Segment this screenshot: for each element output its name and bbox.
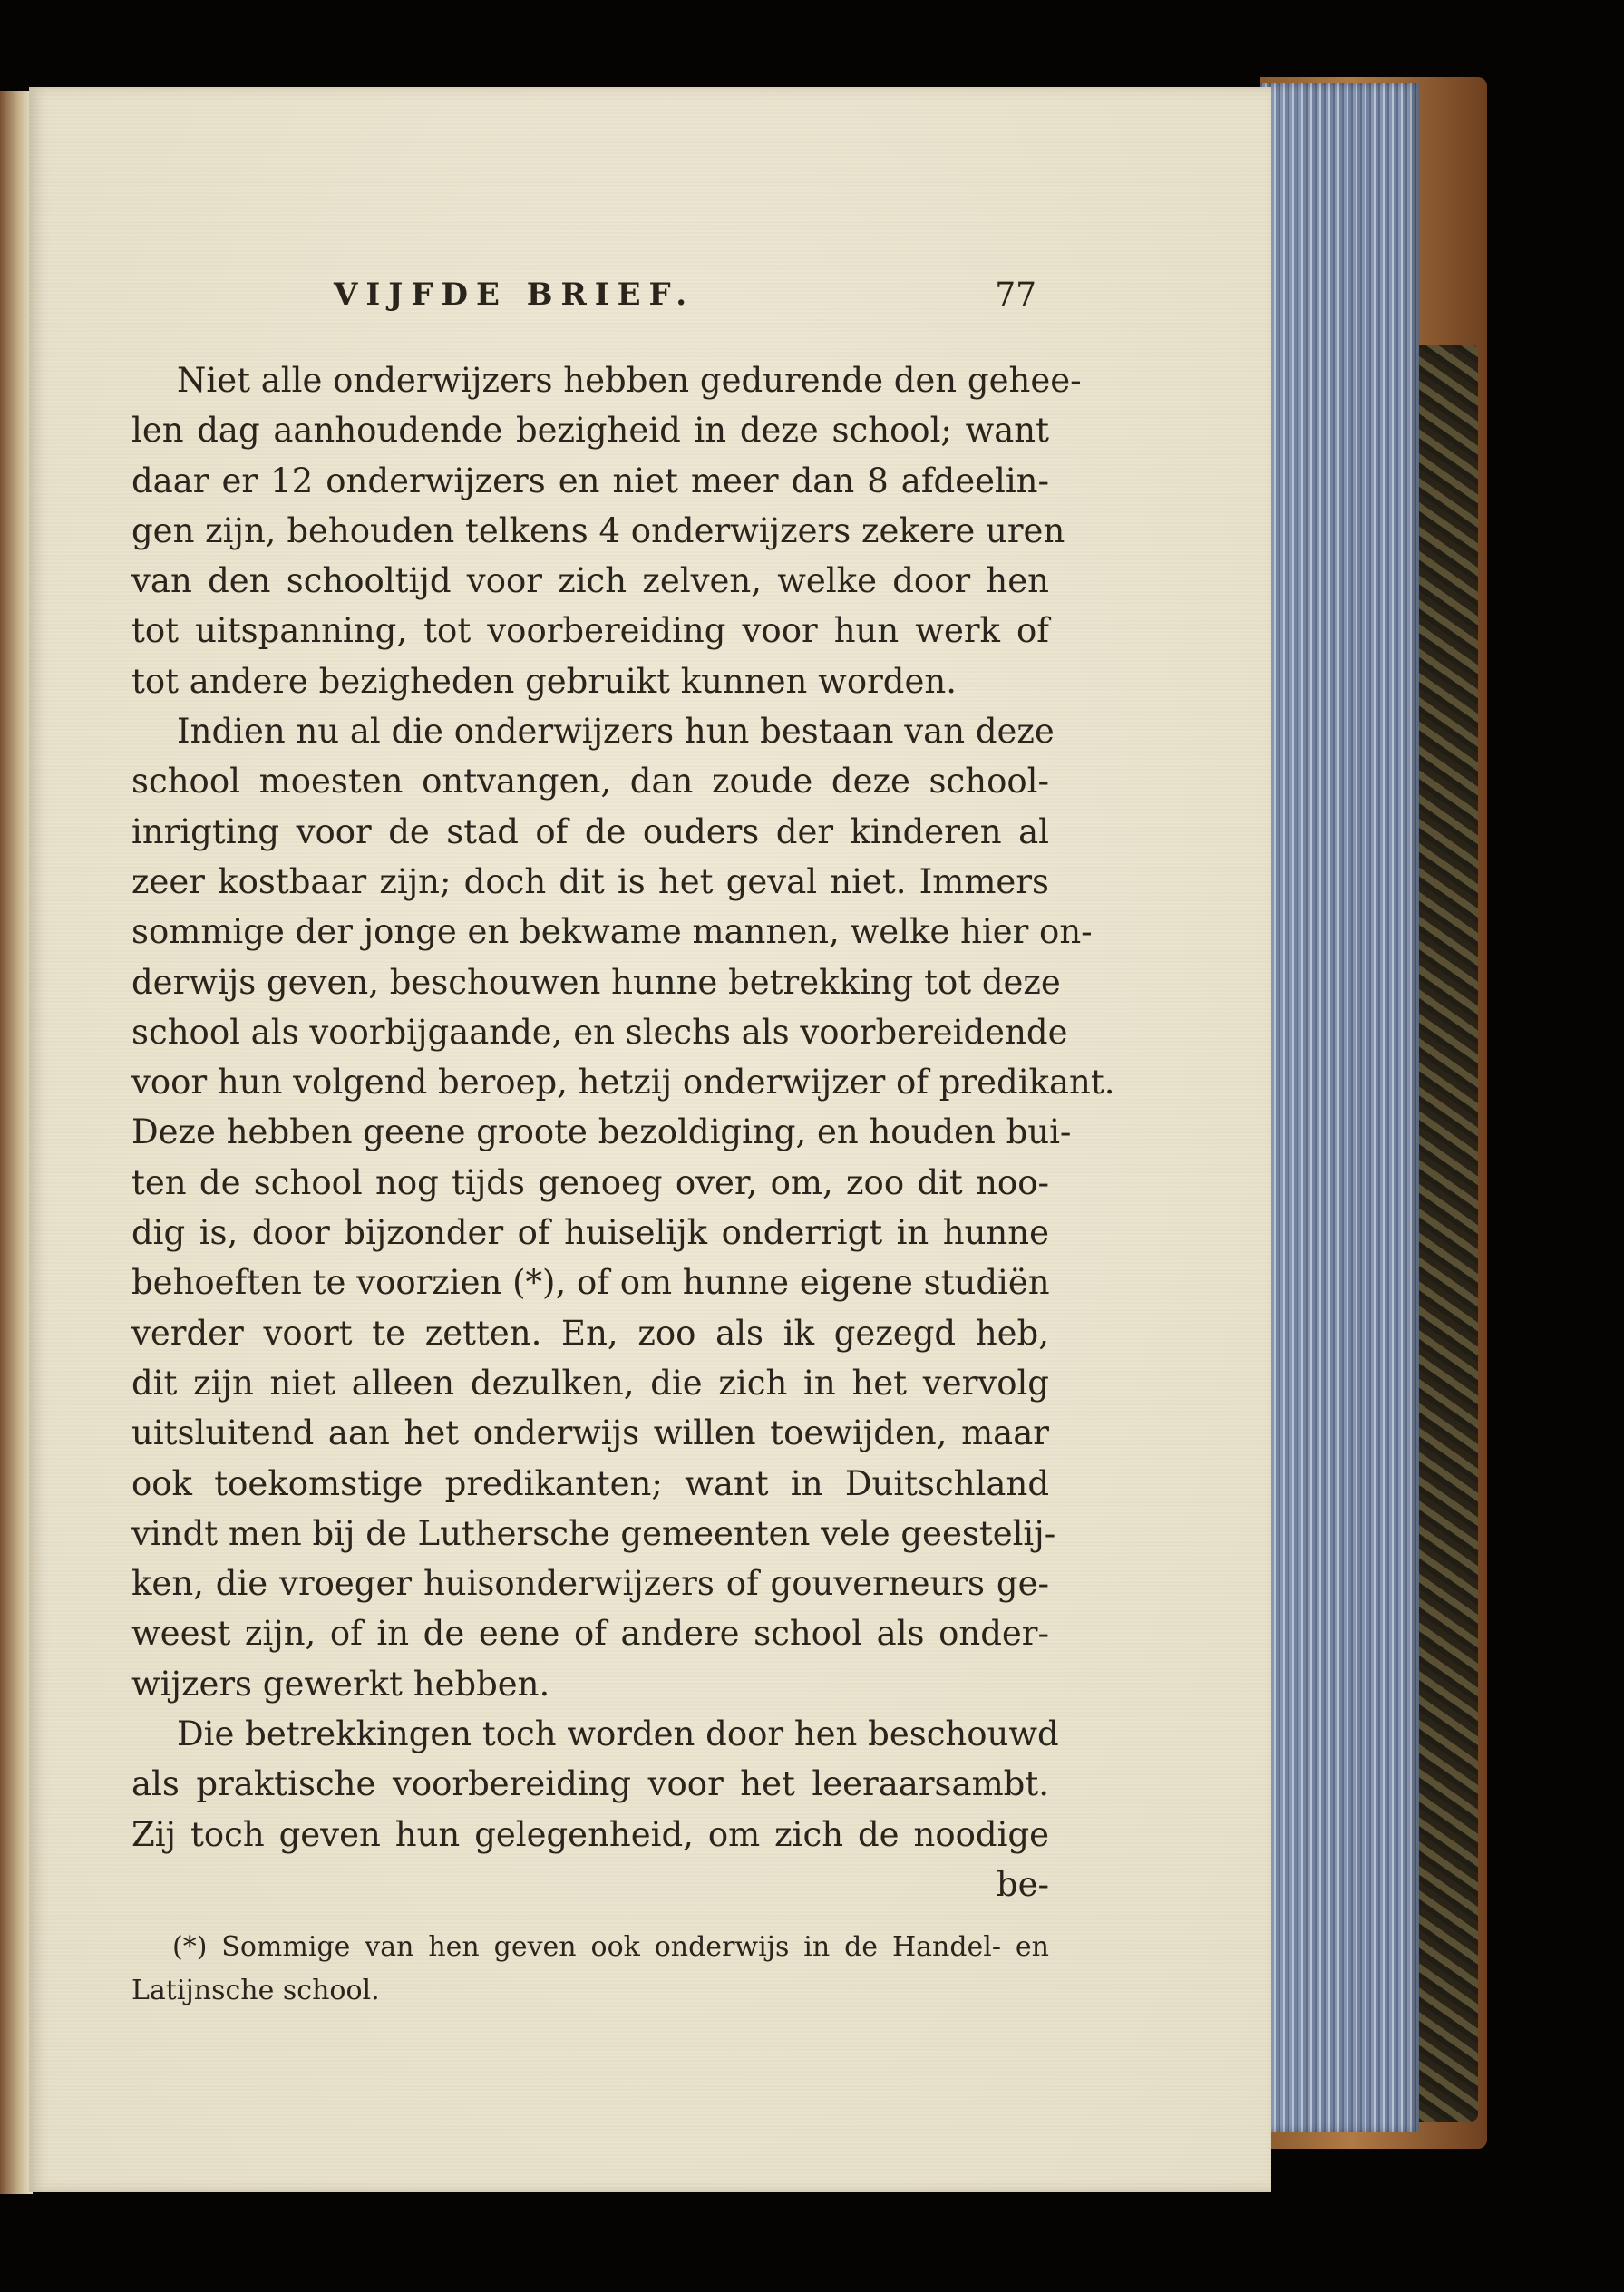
running-head xyxy=(334,277,1036,331)
page-edges xyxy=(1260,83,1419,2132)
text-line: Die betrekkingen toch worden door hen beschouwd xyxy=(177,1714,1059,1754)
text-line: sommige der jonge en bekwame mannen, welke hier on- xyxy=(131,912,1093,952)
text-line: van den schooltijd voor zich zelven, welke door hen xyxy=(131,561,1049,601)
text-line: dit zijn niet alleen dezulken, die zich in het vervolg xyxy=(131,1363,1049,1403)
text-line: zeer kostbaar zijn; doch dit is het geval niet. Immers xyxy=(131,861,1049,901)
text-line: Deze hebben geene groote bezoldiging, en houden bui- xyxy=(131,1112,1072,1152)
text-line: tot uitspanning, tot voorbereiding voor hun werk of xyxy=(131,611,1049,651)
text-line: weest zijn, of in de eene of andere school als onder- xyxy=(131,1614,1049,1654)
text-line: gen zijn, behouden telkens 4 onderwijzers zekere uren xyxy=(131,510,1065,550)
footnote-line: Latijnsche school. xyxy=(131,1975,380,2006)
text-line: ken, die vroeger huisonderwijzers of gouverneurs ge- xyxy=(131,1564,1049,1604)
text-line: school als voorbijgaande, en slechs als voorbereidende xyxy=(131,1012,1068,1052)
text-line: wijzers gewerkt hebben. xyxy=(131,1664,550,1704)
page-title: VIJFDE BRIEF. xyxy=(334,277,695,313)
text-line: Zij toch geven hun gelegenheid, om zich de noodige xyxy=(131,1814,1049,1854)
text-line: voor hun volgend beroep, hetzij onderwijzer of predikant. xyxy=(131,1063,1115,1102)
text-line: school moesten ontvangen, dan zoude deze school- xyxy=(131,762,1049,801)
text-line: inrigting voor de stad of de ouders der kinderen al xyxy=(131,811,1049,851)
text-line: behoeften te voorzien (*), of om hunne eigene studiën xyxy=(131,1263,1050,1303)
text-line: uitsluitend aan het onderwijs willen toewijden, maar xyxy=(131,1413,1049,1453)
text-line: len dag aanhoudende bezigheid in deze school; want xyxy=(131,411,1049,451)
text-line: dig is, door bijzonder of huiselijk onderrigt in hunne xyxy=(131,1213,1049,1253)
text-line: ook toekomstige predikanten; want in Duitschland xyxy=(131,1463,1049,1503)
text-line: ten de school nog tijds genoeg over, om, zoo dit noo- xyxy=(131,1162,1049,1202)
text-line: daar er 12 onderwijzers en niet meer dan 8 afdeelin- xyxy=(131,461,1049,500)
text-line: Niet alle onderwijzers hebben gedurende den gehee- xyxy=(177,361,1082,400)
marbled-cover-board xyxy=(1415,345,1478,2122)
text-line: als praktische voorbereiding voor het leeraarsambt. xyxy=(131,1764,1049,1804)
left-page-edge xyxy=(0,91,33,2194)
text-line: tot andere bezigheden gebruikt kunnen worden. xyxy=(131,661,957,701)
text-line: vindt men bij de Luthersche gemeenten vele geestelij- xyxy=(131,1513,1056,1553)
text-line: Indien nu al die onderwijzers hun bestaan van deze xyxy=(177,712,1055,752)
footnote xyxy=(131,1926,1049,2013)
text-line: verder voort te zetten. En, zoo als ik gezegd heb, xyxy=(131,1313,1049,1353)
text-line: derwijs geven, beschouwen hunne betrekking tot deze xyxy=(131,962,1061,1002)
body-text xyxy=(131,355,1115,1909)
footnote-line: (*) Sommige van hen geven ook onderwijs in de Handel- en xyxy=(172,1931,1049,1963)
catchword: be- xyxy=(996,1864,1049,1904)
page-number: 77 xyxy=(995,277,1036,314)
